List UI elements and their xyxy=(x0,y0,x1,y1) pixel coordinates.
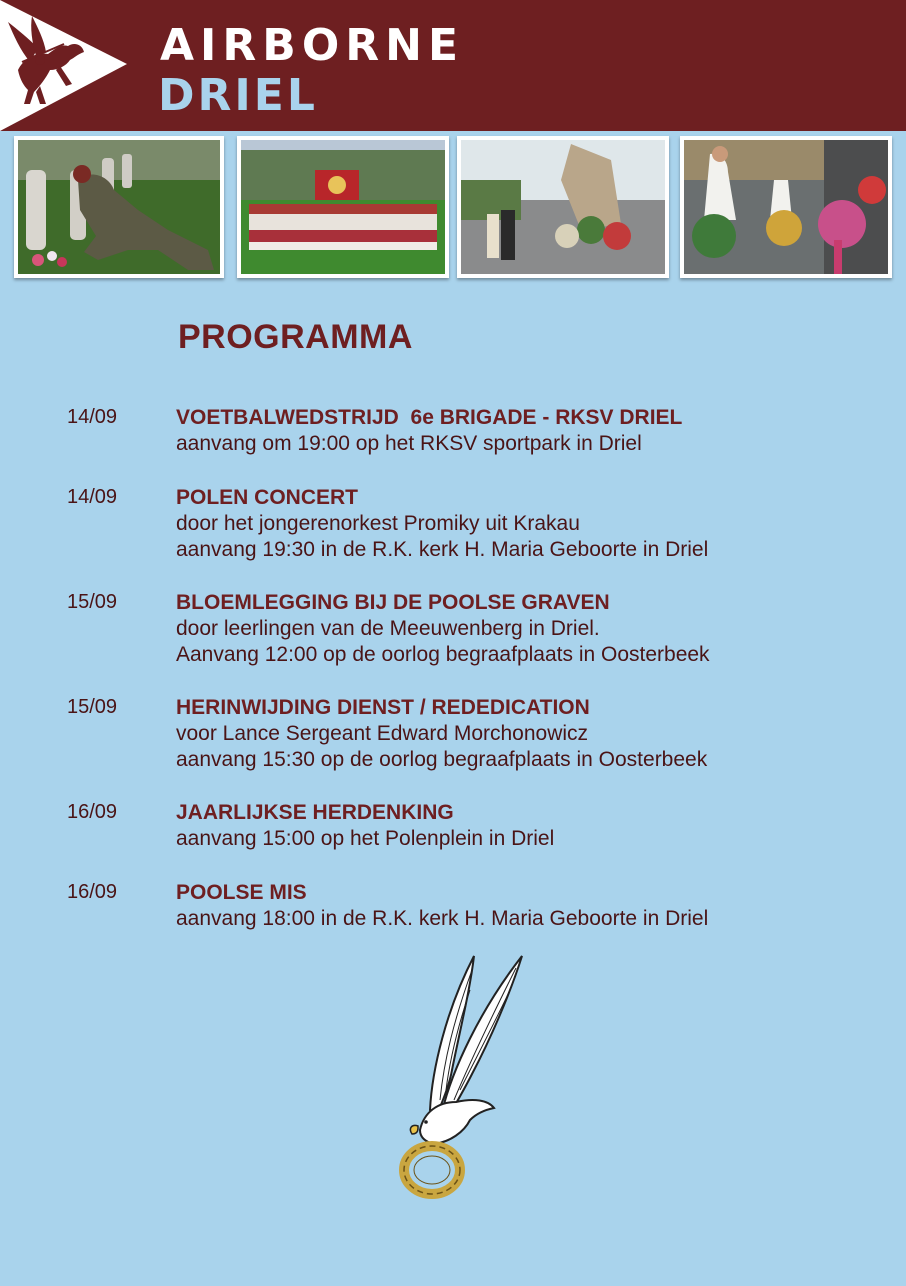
page-title: PROGRAMMA xyxy=(178,318,413,356)
event-date: 14/09 xyxy=(67,486,118,508)
event-detail: door het jongerenorkest Promiky uit Krakau xyxy=(176,512,580,535)
brand-title-driel: DRIEL xyxy=(158,70,318,121)
event-detail: aanvang 18:00 in de R.K. kerk H. Maria Geboorte in Driel xyxy=(176,907,709,930)
event-date: 16/09 xyxy=(67,801,118,823)
brand-title-airborne: AIRBORNE xyxy=(160,20,465,71)
event-detail: aanvang 19:30 in de R.K. kerk H. Maria Geboorte in Driel xyxy=(176,538,709,561)
event-detail: Aanvang 12:00 op de oorlog begraafplaats in Oosterbeek xyxy=(176,643,710,666)
event-date: 15/09 xyxy=(67,591,118,613)
event-detail: voor Lance Sergeant Edward Morchonowicz xyxy=(176,722,589,745)
event-title: BLOEMLEGGING BIJ DE POOLSE GRAVEN xyxy=(176,591,610,614)
event-detail: door leerlingen van de Meeuwenberg in Driel. xyxy=(176,617,600,640)
event-title: JAARLIJKSE HERDENKING xyxy=(176,801,454,824)
event-title: HERINWIJDING DIENST / REDEDICATION xyxy=(176,696,590,719)
photo-monument-wreaths xyxy=(457,136,669,278)
event-title: POLEN CONCERT xyxy=(176,486,359,509)
polish-parachute-eagle-badge-icon xyxy=(390,950,530,1210)
event-detail: aanvang 15:30 op de oorlog begraafplaats in Oosterbeek xyxy=(176,748,708,771)
event-date: 14/09 xyxy=(67,406,118,428)
event-date: 16/09 xyxy=(67,881,118,903)
header-banner xyxy=(0,0,906,131)
pegasus-pennant-icon xyxy=(0,0,130,131)
event-detail: aanvang om 19:00 op het RKSV sportpark in Driel xyxy=(176,432,642,455)
photo-soldier-at-grave xyxy=(14,136,224,278)
photo-priest-wreaths xyxy=(680,136,892,278)
event-title: POOLSE MIS xyxy=(176,881,307,904)
photo-football-team xyxy=(237,136,449,278)
event-date: 15/09 xyxy=(67,696,118,718)
event-detail: aanvang 15:00 op het Polenplein in Driel xyxy=(176,827,555,850)
event-title: VOETBALWEDSTRIJD 6e BRIGADE - RKSV DRIEL xyxy=(176,406,683,429)
